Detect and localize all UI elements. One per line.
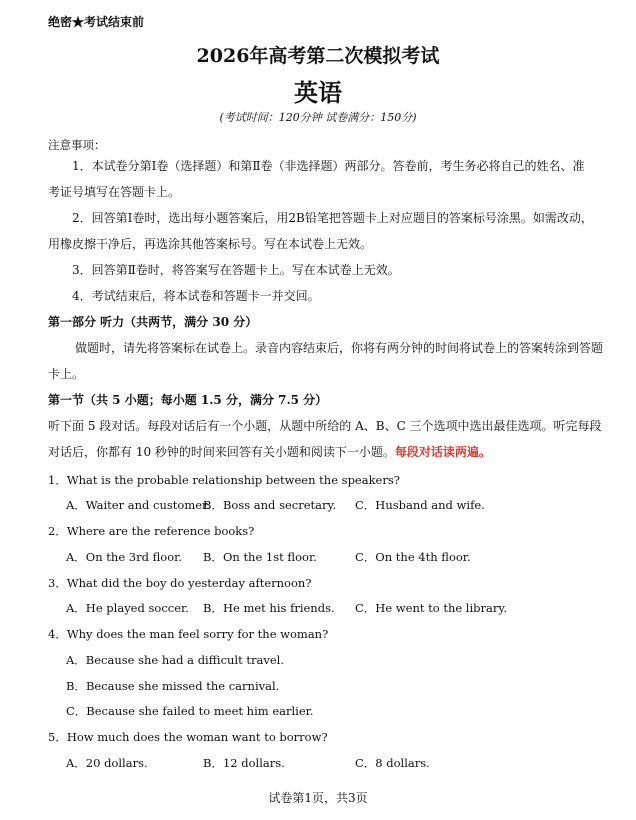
- page-footer: 试卷第1页，共3页: [268, 791, 368, 805]
- question-5-stem: 5．How much does the woman want to borrow?: [48, 730, 328, 744]
- question-4-stem: 4．Why does the man feel sorry for the woman?: [48, 627, 329, 641]
- note-item-4: 4．考试结束后，将本试卷和答题卡一并交回。: [72, 289, 320, 303]
- part1-heading: 第一部分 听力（共两节，满分 30 分）: [48, 315, 258, 329]
- question-1-option-a: A．Waiter and customer.: [66, 498, 210, 512]
- question-2-stem: 2．Where are the reference books?: [48, 524, 255, 538]
- question-1-stem: 1．What is the probable relationship between the speakers?: [48, 473, 400, 487]
- question-2-option-c: C．On the 4th floor.: [355, 550, 471, 564]
- question-5-option-c: C．8 dollars.: [355, 756, 430, 770]
- question-5-option-b: B．12 dollars.: [203, 756, 285, 770]
- part1-intro-line2: 卡上。: [48, 367, 85, 381]
- exam-title: 2026年高考第二次模拟考试: [196, 45, 440, 67]
- section1-heading: 第一节（共 5 小题；每小题 1.5 分，满分 7.5 分）: [48, 393, 328, 407]
- part1-intro-line1: 做题时，请先将答案标在试卷上。录音内容结束后，你将有两分钟的时间将试卷上的答案转涂到答题: [75, 341, 604, 355]
- note-item-2-cont: 用橡皮擦干净后，再选涂其他答案标号。写在本试卷上无效。: [48, 237, 373, 251]
- confidential-label: 绝密★考试结束前: [48, 15, 145, 29]
- notes-heading: 注意事项：: [48, 138, 106, 152]
- question-3-option-b: B．He met his friends.: [203, 601, 335, 615]
- question-2-option-a: A．On the 3rd floor.: [66, 550, 183, 564]
- question-4-option-a: A．Because she had a difficult travel.: [66, 653, 284, 667]
- note-item-1: 1．本试卷分第Ⅰ卷（选择题）和第Ⅱ卷（非选择题）两部分。答卷前，考生务必将自己的姓名、准: [72, 159, 585, 173]
- question-1-option-c: C．Husband and wife.: [355, 498, 485, 512]
- section1-intro-line1: 听下面 5 段对话。每段对话后有一个小题，从题中所给的 A、B、C 三个选项中选出最佳选项。听完每段: [48, 419, 602, 433]
- question-2-option-b: B．On the 1st floor.: [203, 550, 317, 564]
- section1-intro-line2: [48, 439, 491, 465]
- exam-time-info: (考试时间：120分钟 试卷满分：150分): [219, 111, 417, 124]
- subject-title: 英语: [294, 78, 342, 107]
- question-5-option-a: A．20 dollars.: [66, 756, 148, 770]
- question-4-option-c: C．Because she failed to meet him earlier.: [66, 704, 314, 718]
- note-item-3: 3．回答第Ⅱ卷时，将答案写在答题卡上。写在本试卷上无效。: [72, 263, 400, 277]
- section1-intro-red: 每段对话读两遍。: [394, 445, 491, 459]
- question-3-option-c: C．He went to the library.: [355, 601, 508, 615]
- note-item-2: 2．回答第Ⅰ卷时，选出每小题答案后，用2B铅笔把答题卡上对应题目的答案标号涂黑。如需改动，: [72, 211, 593, 225]
- question-3-option-a: A．He played soccer.: [66, 601, 189, 615]
- section1-intro-text: 对话后，你都有 10 秒钟的时间来回答有关小题和阅读下一小题。: [48, 445, 395, 459]
- question-4-option-b: B．Because she missed the carnival.: [66, 679, 280, 693]
- question-1-option-b: B．Boss and secretary.: [203, 498, 337, 512]
- question-3-stem: 3．What did the boy do yesterday afternoon?: [48, 576, 312, 590]
- note-item-1-cont: 考证号填写在答题卡上。: [48, 185, 181, 199]
